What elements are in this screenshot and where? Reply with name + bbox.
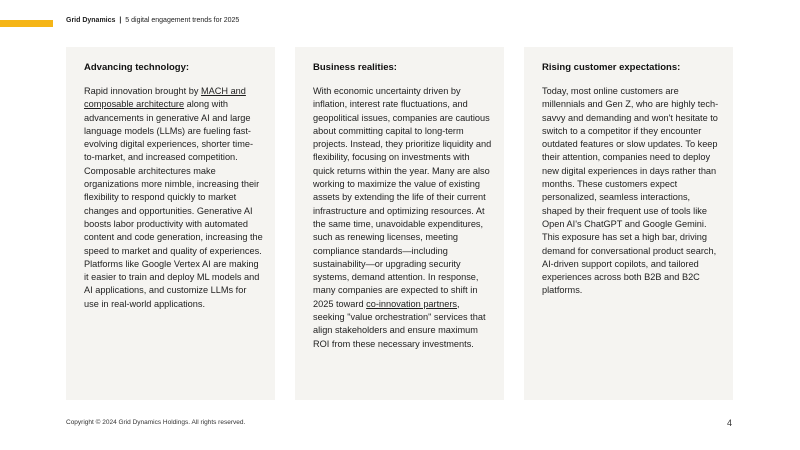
body-text: , seeking "value orchestration" services that align stakeholders and ensure maximum ROI from these necessary investments. (313, 298, 486, 349)
document-title: 5 digital engagement trends for 2025 (125, 17, 240, 24)
body-text: With economic uncertainty driven by inflation, interest rate fluctuations, and geopolitical issues, companies are cautious about committing capital to long-term projects. Instead, they prioritize liquidity and flexibility, focusing on investments with quick returns within the year. Many are also working to maximize the value of existing assets by extending the life of their current infrastructure and optimizing resources. At the same time, unavoidable expenditures, such as renewing licenses, meeting compliance standards—including sustainability—or upgrading security systems, demand attention. In response, many companies are expected to shift in 2025 toward (313, 86, 492, 309)
header-separator: | (119, 17, 122, 24)
co-innovation-partners-link[interactable]: co-innovation partners (366, 298, 458, 309)
page-header (66, 17, 239, 24)
column-heading: Business realities: (313, 62, 397, 73)
column-business-realities (295, 47, 504, 400)
column-body (84, 85, 263, 311)
page-number: 4 (727, 418, 733, 428)
column-rising-customer-expectations (524, 47, 733, 400)
column-body (313, 85, 492, 351)
copyright-notice: Copyright © 2024 Grid Dynamics Holdings. All rights reserved. (66, 419, 246, 426)
accent-bar (0, 20, 53, 27)
brand-name: Grid Dynamics (66, 17, 116, 24)
column-heading: Rising customer expectations: (542, 62, 681, 73)
column-advancing-technology (66, 47, 275, 400)
body-text: along with advancements in generative AI and large language models (LLMs) are fueling fast-evolving digital experiences, shorter time-to-market, and increased competition. Composable architectures make organizations more nimble, increasing their flexibility to respond quickly to market changes and opportunities. Generative AI boosts labor productivity with automated content and code generation, increasing the speed to market and quality of experiences. Platforms like Google Vertex AI are making it easier to train and deploy ML models and AI applications, and customize LLMs for use in real-world applications. (84, 99, 263, 309)
column-body (542, 85, 721, 298)
body-text: Rapid innovation brought by (84, 86, 201, 96)
mach-architecture-link[interactable]: MACH and composable architecture (84, 86, 246, 110)
body-text: Today, most online customers are millennials and Gen Z, who are highly tech-savvy and demanding and won't hesitate to switch to a competitor if they encounter outdated features or slow updates. To keep their attention, companies need to deploy new digital experiences in days rather than months. These customers expect personalized, seamless interactions, shaped by their frequent use of tools like Open AI's ChatGPT and Google Gemini. This exposure has set a high bar, driving demand for conversational product search, AI-driven support copilots, and tailored experiences across both B2B and B2C platforms. (542, 86, 719, 296)
column-heading: Advancing technology: (84, 62, 190, 73)
